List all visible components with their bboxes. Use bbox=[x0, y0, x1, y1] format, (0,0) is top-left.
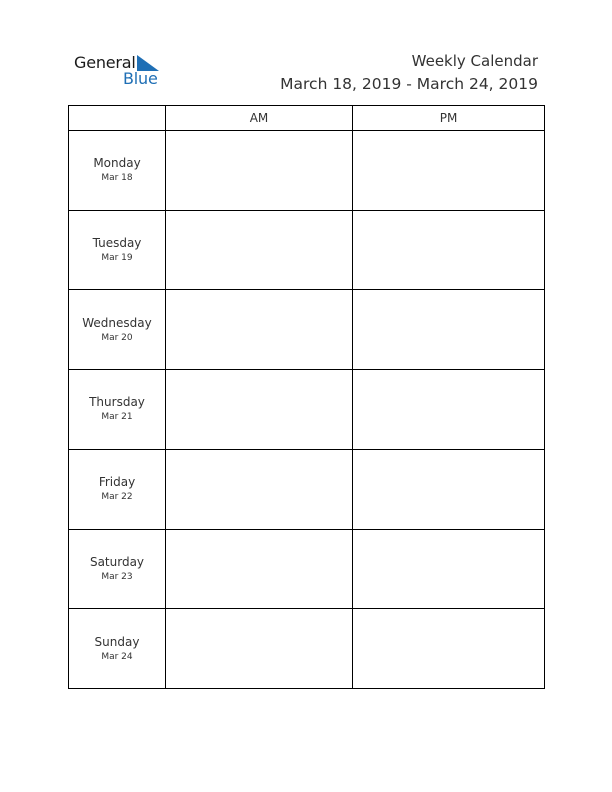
pm-cell[interactable] bbox=[353, 131, 545, 211]
table-row bbox=[69, 210, 545, 290]
table-row bbox=[69, 609, 545, 689]
day-name: Saturday bbox=[89, 554, 145, 569]
day-name: Monday bbox=[93, 156, 141, 171]
day-name: Thursday bbox=[89, 395, 145, 410]
table-row bbox=[69, 449, 545, 529]
day-date: Mar 20 bbox=[101, 332, 133, 343]
column-header-blank bbox=[69, 106, 166, 131]
table-row bbox=[69, 529, 545, 609]
table-row bbox=[69, 131, 545, 211]
day-date: Mar 22 bbox=[101, 492, 133, 503]
day-date: Mar 18 bbox=[101, 173, 133, 184]
logo bbox=[74, 53, 164, 89]
day-name: Wednesday bbox=[82, 315, 152, 330]
am-cell[interactable] bbox=[166, 449, 353, 529]
day-date: Mar 24 bbox=[101, 651, 133, 662]
pm-cell[interactable] bbox=[353, 529, 545, 609]
day-name: Friday bbox=[98, 475, 136, 490]
page-title: Weekly Calendar bbox=[411, 52, 538, 70]
header bbox=[280, 50, 538, 96]
table-row bbox=[69, 290, 545, 370]
am-cell[interactable] bbox=[166, 529, 353, 609]
logo-general-text: General bbox=[74, 53, 136, 72]
pm-cell[interactable] bbox=[353, 449, 545, 529]
day-cell bbox=[69, 370, 166, 450]
pm-cell[interactable] bbox=[353, 370, 545, 450]
day-date: Mar 21 bbox=[101, 412, 133, 423]
calendar-table bbox=[68, 105, 545, 689]
header-row bbox=[69, 106, 545, 131]
am-cell[interactable] bbox=[166, 210, 353, 290]
am-cell[interactable] bbox=[166, 290, 353, 370]
day-cell bbox=[69, 131, 166, 211]
pm-cell[interactable] bbox=[353, 290, 545, 370]
day-cell bbox=[69, 449, 166, 529]
date-range: March 18, 2019 - March 24, 2019 bbox=[280, 75, 538, 93]
am-cell[interactable] bbox=[166, 131, 353, 211]
column-header-am: AM bbox=[166, 106, 353, 131]
day-name: Tuesday bbox=[92, 236, 142, 251]
day-cell bbox=[69, 609, 166, 689]
logo-blue-text: Blue bbox=[123, 69, 158, 88]
day-name: Sunday bbox=[94, 634, 140, 649]
table-row bbox=[69, 370, 545, 450]
pm-cell[interactable] bbox=[353, 210, 545, 290]
day-cell bbox=[69, 290, 166, 370]
day-cell bbox=[69, 210, 166, 290]
am-cell[interactable] bbox=[166, 370, 353, 450]
day-date: Mar 19 bbox=[101, 253, 133, 264]
day-date: Mar 23 bbox=[101, 571, 133, 582]
day-cell bbox=[69, 529, 166, 609]
pm-cell[interactable] bbox=[353, 609, 545, 689]
am-cell[interactable] bbox=[166, 609, 353, 689]
column-header-pm: PM bbox=[353, 106, 545, 131]
